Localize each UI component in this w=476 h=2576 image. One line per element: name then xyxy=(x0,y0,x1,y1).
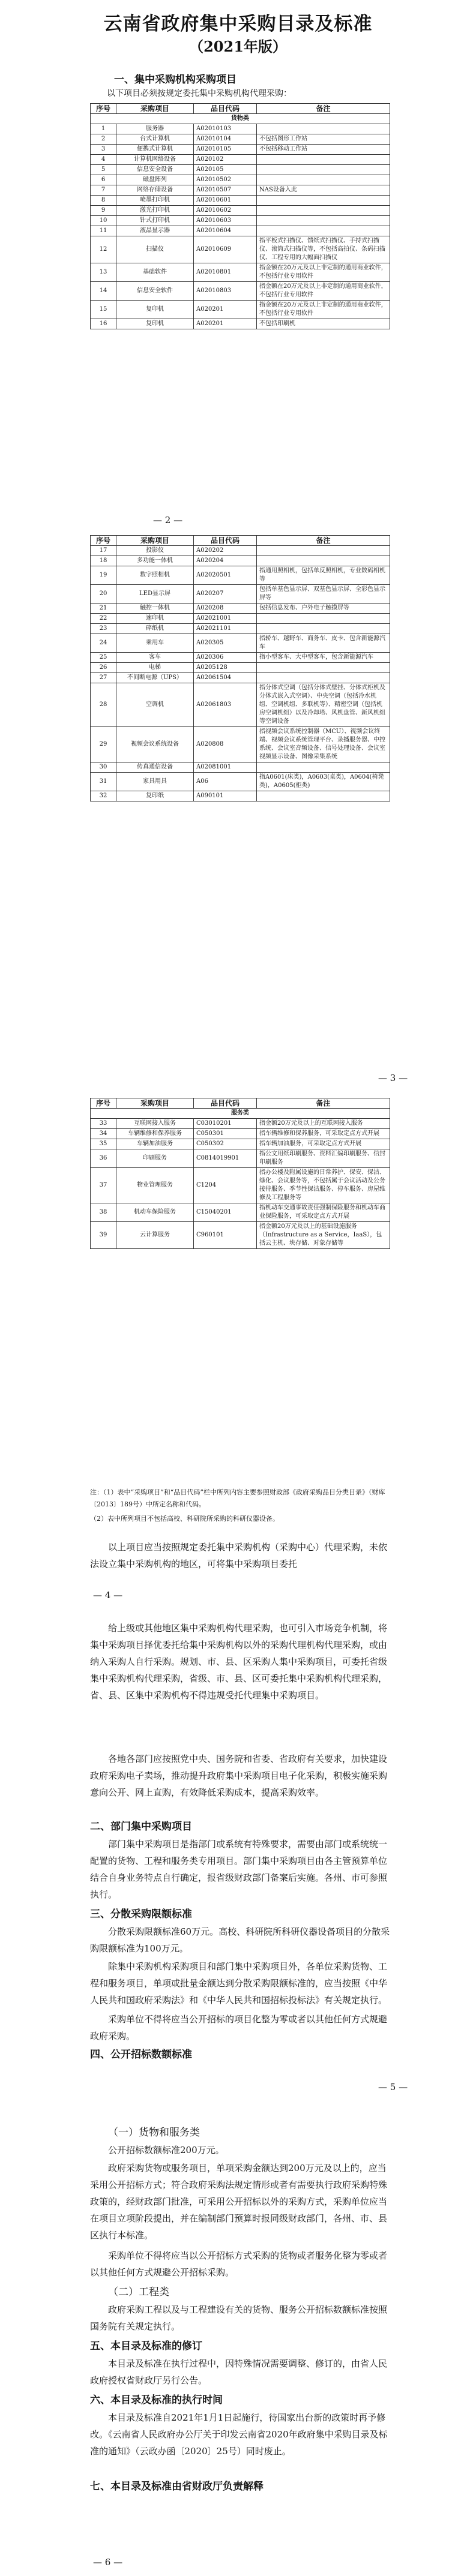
table-row xyxy=(91,566,390,585)
row-number: 19 xyxy=(91,566,116,585)
row-number: 33 xyxy=(91,1119,116,1129)
procurement-table-3 xyxy=(90,1098,390,1249)
table-row xyxy=(91,546,390,556)
paragraph-2: 给上级或其他地区集中采购机构代理采购，也可引入市场竞争机制，将集中采购项目择优委托给集中采购机构以外的采购代理机构代理采购，或由纳入采购人自行采购。规划、市、县、区采购人集中采购项目，可委托省级集中采购机构代理采购，省级、市、县、区可委托集中采购机构代理采购，省、县、区集中采购机构不得违规受托代理集中采购项目。 xyxy=(90,1623,388,1701)
row-item-name: 空调机 xyxy=(116,683,194,727)
row-item-code: A02061803 xyxy=(194,683,257,727)
table-row xyxy=(91,1222,390,1249)
row-item-name: 基础软件 xyxy=(116,263,194,282)
row-number: 10 xyxy=(91,216,116,226)
table-row xyxy=(91,301,390,319)
row-item-code: A02010801 xyxy=(194,263,257,282)
row-item-code: A020102 xyxy=(194,155,257,165)
paragraph-9: 政府采购货物或服务项目，单项采购金额达到200万元及以上的，应当采用公开招标方式；符合政府采购法规定情形或者有需要执行政府采购特殊政策的，经财政部门批准，可采用公开招标以外的采购方式，采购单位应当在项目立项阶段提出，并在编制部门预算时报同级财政部门，各州、市、县区执行本标准。 xyxy=(90,2163,388,2241)
table-row xyxy=(91,1119,390,1129)
row-item-code: A020204 xyxy=(194,556,257,566)
table-row xyxy=(91,1149,390,1168)
category-services: 服务类 xyxy=(91,1109,390,1119)
row-item-code: A06 xyxy=(194,773,257,791)
row-item-note xyxy=(257,155,390,165)
row-number: 9 xyxy=(91,206,116,216)
table-row xyxy=(91,634,390,653)
row-item-name: 复印纸 xyxy=(116,791,194,801)
table-row xyxy=(91,134,390,145)
paragraph-12: 本目录及标准在执行过程中，因特殊情况需要调整、修订的，由省人民政府授权省财政厅另行公告。 xyxy=(90,2358,388,2386)
table-row xyxy=(91,1203,390,1222)
row-item-note xyxy=(257,614,390,624)
col-code: 品目代码 xyxy=(194,1098,257,1109)
table-row xyxy=(91,683,390,727)
row-item-note: 指视频会议系统控制器（MCU）、视频会议终端、视频会议系统管理平台、录播服务器、中控系统、会议室音频设备、信号处理设备、会议室视频显示设备、图像采集系统 xyxy=(257,727,390,762)
row-item-note: 不包括图形工作站 xyxy=(257,134,390,145)
col-code: 品目代码 xyxy=(194,104,257,114)
row-item-name: 车辆加油服务 xyxy=(116,1139,194,1149)
row-item-name: 液晶显示器 xyxy=(116,226,194,236)
row-item-note xyxy=(257,206,390,216)
row-number: 31 xyxy=(91,773,116,791)
row-item-code: A02010604 xyxy=(194,226,257,236)
row-number: 29 xyxy=(91,727,116,762)
row-item-name: 激光打印机 xyxy=(116,206,194,216)
table-row xyxy=(91,185,390,196)
col-note: 备注 xyxy=(257,104,390,114)
row-item-code: A020105 xyxy=(194,165,257,175)
procurement-table-1 xyxy=(90,103,390,329)
table-row xyxy=(91,155,390,165)
row-item-note: NAS设备入此 xyxy=(257,185,390,196)
row-item-note xyxy=(257,663,390,673)
row-item-name: 印刷服务 xyxy=(116,1149,194,1168)
row-item-name: 云计算服务 xyxy=(116,1222,194,1249)
table-row xyxy=(91,1139,390,1149)
row-item-name: 视频会议系统设备 xyxy=(116,727,194,762)
col-name: 采购项目 xyxy=(116,104,194,114)
row-item-name: 家具用具 xyxy=(116,773,194,791)
row-item-code: A020201 xyxy=(194,301,257,319)
row-item-code: A02010103 xyxy=(194,124,257,134)
page-number-2: — 2 — xyxy=(153,515,183,526)
row-item-name: 便携式计算机 xyxy=(116,145,194,155)
row-number: 3 xyxy=(91,145,116,155)
col-name: 采购项目 xyxy=(116,536,194,546)
row-item-note xyxy=(257,216,390,226)
table-row xyxy=(91,145,390,155)
row-item-code: C0814019901 xyxy=(194,1149,257,1168)
row-item-note: 指轿车、越野车、商务车、皮卡、包含新能源汽车 xyxy=(257,634,390,653)
row-item-note: 指车辆加油服务，可采取定点方式开展 xyxy=(257,1139,390,1149)
row-item-code: A020808 xyxy=(194,727,257,762)
row-item-name: 多功能一体机 xyxy=(116,556,194,566)
row-number: 13 xyxy=(91,263,116,282)
row-number: 35 xyxy=(91,1139,116,1149)
row-item-name: 喷墨打印机 xyxy=(116,196,194,206)
row-item-name: 数字照相机 xyxy=(116,566,194,585)
row-item-note xyxy=(257,546,390,556)
row-number: 16 xyxy=(91,319,116,329)
row-item-code: A02020501 xyxy=(194,566,257,585)
row-item-name: 台式计算机 xyxy=(116,134,194,145)
row-number: 36 xyxy=(91,1149,116,1168)
page-number-3: — 3 — xyxy=(378,1073,408,1083)
row-number: 39 xyxy=(91,1222,116,1249)
row-item-name: 碎纸机 xyxy=(116,624,194,634)
row-item-code: A020305 xyxy=(194,634,257,653)
col-no: 序号 xyxy=(91,1098,116,1109)
row-item-code: C03010201 xyxy=(194,1119,257,1129)
document-title: 云南省政府集中采购目录及标准 xyxy=(103,13,373,35)
row-number: 38 xyxy=(91,1203,116,1222)
col-no: 序号 xyxy=(91,536,116,546)
row-item-note xyxy=(257,196,390,206)
row-number: 8 xyxy=(91,196,116,206)
section1-intro: 以下项目必须按规定委托集中采购机构代理采购： xyxy=(107,89,292,98)
table-row xyxy=(91,206,390,216)
row-item-code: A02010603 xyxy=(194,216,257,226)
row-number: 1 xyxy=(91,124,116,134)
table-row xyxy=(91,124,390,134)
col-code: 品目代码 xyxy=(194,536,257,546)
table-note-1: 注：（1）表中“采购项目”和“品目代码”栏中所列内容主要参照财政部《政府采购品目分类目录》（财库〔2013〕189号）中所定名称和代码。 xyxy=(90,1488,385,1508)
table-row xyxy=(91,1129,390,1139)
row-item-code: C050302 xyxy=(194,1139,257,1149)
row-item-name: 投影仪 xyxy=(116,546,194,556)
table-row xyxy=(91,673,390,683)
row-number: 32 xyxy=(91,791,116,801)
table-note-2: （2）表中所列项目不包括高校、科研院所采购的科研仪器设备。 xyxy=(90,1515,279,1523)
row-item-code: A0205128 xyxy=(194,663,257,673)
row-number: 2 xyxy=(91,134,116,145)
row-item-name: 机动车保险服务 xyxy=(116,1203,194,1222)
heading-public-tender-threshold: 四、公开招标数额标准 xyxy=(90,2049,192,2061)
row-number: 26 xyxy=(91,663,116,673)
row-item-name: 服务器 xyxy=(116,124,194,134)
row-item-name: 复印机 xyxy=(116,301,194,319)
row-item-code: C050301 xyxy=(194,1129,257,1139)
row-item-note: 指车辆维修和保养服务，可采取定点方式开展 xyxy=(257,1129,390,1139)
row-item-name: 信息安全设备 xyxy=(116,165,194,175)
row-item-name: 计算机网络设备 xyxy=(116,155,194,165)
row-item-code: A020207 xyxy=(194,585,257,604)
row-number: 34 xyxy=(91,1129,116,1139)
row-item-name: 扫描仪 xyxy=(116,236,194,263)
paragraph-8: 公开招标数额标准200万元。 xyxy=(108,2145,224,2155)
page-number-5: — 5 — xyxy=(378,2082,408,2092)
table-row xyxy=(91,604,390,614)
row-item-code: A02010507 xyxy=(194,185,257,196)
heading-engineering: （二）工程类 xyxy=(108,2286,169,2298)
col-no: 序号 xyxy=(91,104,116,114)
row-item-name: 磁盘阵列 xyxy=(116,175,194,185)
row-item-code: C960101 xyxy=(194,1222,257,1249)
row-item-note: 不包括移动工作站 xyxy=(257,145,390,155)
row-item-note: 指分体式空调（包括分体式壁挂、分体式柜机及分体式嵌入式空调）、中央空调（包括冷水机组、空调机组、多联机等）、精密空调（包括机房空调机组）以及冷却塔、风机盘管、新风机组等空调设备 xyxy=(257,683,390,727)
procurement-table-2 xyxy=(90,535,390,801)
row-item-code: A020306 xyxy=(194,653,257,663)
row-item-note: 指A0601(床类)，A0603(桌类)，A0604(椅凳类)，A0605(柜类) xyxy=(257,773,390,791)
row-item-note: 指金额在20万元及以上非定制的通用商业软件，不包括行业专用软件 xyxy=(257,282,390,301)
row-item-code: A02010104 xyxy=(194,134,257,145)
row-number: 27 xyxy=(91,673,116,683)
table-row xyxy=(91,791,390,801)
row-item-note xyxy=(257,791,390,801)
row-item-code: A020201 xyxy=(194,319,257,329)
table-row xyxy=(91,1168,390,1203)
row-item-name: 不间断电源（UPS） xyxy=(116,673,194,683)
row-number: 5 xyxy=(91,165,116,175)
table-row xyxy=(91,263,390,282)
row-item-code: A020208 xyxy=(194,604,257,614)
table-row xyxy=(91,165,390,175)
row-item-code: A02010602 xyxy=(194,206,257,216)
table-row xyxy=(91,614,390,624)
row-item-note xyxy=(257,624,390,634)
row-item-note: 包括单基色显示屏、双基色显示屏、全彩色显示屏等 xyxy=(257,585,390,604)
row-item-code: A02010105 xyxy=(194,145,257,155)
row-item-name: 信息安全软件 xyxy=(116,282,194,301)
table-row xyxy=(91,663,390,673)
table-row xyxy=(91,282,390,301)
row-item-note xyxy=(257,165,390,175)
row-number: 4 xyxy=(91,155,116,165)
row-item-name: 触控一体机 xyxy=(116,604,194,614)
row-item-note: 指金额在20万元及以上非定制的通用商业软件，不包括行业专用软件 xyxy=(257,263,390,282)
heading-goods-services: （一）货物和服务类 xyxy=(108,2127,200,2139)
paragraph-11: 政府采购工程以及与工程建设有关的货物、服务公开招标数额标准按照国务院有关规定执行。 xyxy=(90,2304,388,2332)
row-item-code: A090101 xyxy=(194,791,257,801)
heading-interpretation: 七、本目录及标准由省财政厅负责解释 xyxy=(90,2481,264,2493)
row-item-note: 指机动车交通事故责任强制保险服务和机动车商业保险服务，可采取定点方式开展 xyxy=(257,1203,390,1222)
row-item-name: 复印机 xyxy=(116,319,194,329)
table-row xyxy=(91,226,390,236)
row-item-code: A02021001 xyxy=(194,614,257,624)
table-row xyxy=(91,653,390,663)
row-item-code: A02010601 xyxy=(194,196,257,206)
paragraph-1: 以上项目应当按照规定委托集中采购机构（采购中心）代理采购，未依法设立集中采购机构的地区，可将集中采购项目委托 xyxy=(90,1542,388,1569)
row-item-code: A02010609 xyxy=(194,236,257,263)
paragraph-3: 各地各部门应按照党中央、国务院和省委、省政府有关要求，加快建设政府采购电子卖场，推动提升政府集中采购项目电子化采购，积极实施采购意向公开、网上直购，有效降低采购成本，提高采购效率。 xyxy=(90,1754,388,1798)
row-number: 6 xyxy=(91,175,116,185)
row-item-name: 电梯 xyxy=(116,663,194,673)
row-item-note: 包括信息发布、户外电子触摸屏等 xyxy=(257,604,390,614)
row-item-name: 互联网接入服务 xyxy=(116,1119,194,1129)
page-number-6: — 6 — xyxy=(93,2557,123,2568)
row-number: 18 xyxy=(91,556,116,566)
row-item-code: A02021101 xyxy=(194,624,257,634)
col-note: 备注 xyxy=(257,1098,390,1109)
row-number: 21 xyxy=(91,604,116,614)
table-row xyxy=(91,236,390,263)
row-item-note: 指办公楼及附属设施的日常养护、保安、保洁、绿化、会议服务等，不包括属于会议活动及公务接待服务、季节性保洁服务、停车服务、房屋维修及工程服务等 xyxy=(257,1168,390,1203)
row-item-name: 物业管理服务 xyxy=(116,1168,194,1203)
col-name: 采购项目 xyxy=(116,1098,194,1109)
table-row xyxy=(91,727,390,762)
table-row xyxy=(91,624,390,634)
row-number: 30 xyxy=(91,762,116,773)
row-item-code: C15040201 xyxy=(194,1203,257,1222)
row-item-name: 车辆维修和保养服务 xyxy=(116,1129,194,1139)
row-item-code: C1204 xyxy=(194,1168,257,1203)
row-number: 7 xyxy=(91,185,116,196)
row-item-note xyxy=(257,124,390,134)
row-item-code: A02061504 xyxy=(194,673,257,683)
paragraph-7: 采购单位不得将应当公开招标的项目化整为零或者以其他任何方式规避政府采购。 xyxy=(90,2014,388,2041)
table-row xyxy=(91,216,390,226)
row-item-note xyxy=(257,673,390,683)
row-item-code: A02081001 xyxy=(194,762,257,773)
row-number: 17 xyxy=(91,546,116,556)
paragraph-5: 分散采购限额标准60万元。高校、科研院所科研仪器设备项目的分散采购限额标准为100万元。 xyxy=(90,1926,390,1954)
row-item-name: 网络存储设备 xyxy=(116,185,194,196)
table-row xyxy=(91,773,390,791)
table-row xyxy=(91,556,390,566)
table-row xyxy=(91,585,390,604)
heading-effective-date: 六、本目录及标准的执行时间 xyxy=(90,2394,223,2406)
row-item-name: 针式打印机 xyxy=(116,216,194,226)
document-subtitle: （2021年版） xyxy=(189,38,287,55)
paragraph-6: 除集中采购机构采购项目和部门集中采购项目外，各单位采购货物、工程和服务项目，单项或批量金额达到分散采购限额标准的，应当按照《中华人民共和国政府采购法》和《中华人民共和国招标投标法》有关规定执行。 xyxy=(90,1961,388,2005)
row-item-note: 指平板式扫描仪、馈纸式扫描仪、手持式扫描仪、滚筒式扫描仪等，不包括高拍仪、条码扫描仪、工程专用的大幅面扫描仪 xyxy=(257,236,390,263)
row-number: 37 xyxy=(91,1168,116,1203)
row-item-note: 指通用照相机，包括单反照相机，专业数码相机等 xyxy=(257,566,390,585)
table-row xyxy=(91,762,390,773)
row-number: 28 xyxy=(91,683,116,727)
row-item-name: LED显示屏 xyxy=(116,585,194,604)
row-number: 24 xyxy=(91,634,116,653)
row-number: 25 xyxy=(91,653,116,663)
row-item-note: 不包括印刷机 xyxy=(257,319,390,329)
row-item-note xyxy=(257,226,390,236)
paragraph-13: 本目录及标准自2021年1月1日起施行，待国家出台新的政策时再予修改。《云南省人民政府办公厅关于印发云南省2020年政府集中采购目录及标准的通知》（云政办函〔2020〕25号）同时废止。 xyxy=(90,2412,388,2457)
section1-heading: 一、集中采购机构采购项目 xyxy=(114,74,236,86)
row-item-note: 指小型客车、大中型客车，包含新能源汽车 xyxy=(257,653,390,663)
paragraph-4: 部门集中采购项目是指部门或系统有特殊要求，需要由部门或系统统一配置的货物、工程和服务类专用项目。部门集中采购项目由各主管预算单位结合自身业务特点自行确定，报省级财政部门备案后实施。各州、市可参照执行。 xyxy=(90,1839,388,1900)
category-goods: 货物类 xyxy=(91,114,390,124)
row-number: 15 xyxy=(91,301,116,319)
heading-decentralized-threshold: 三、分散采购限额标准 xyxy=(90,1908,192,1920)
row-item-code: A020202 xyxy=(194,546,257,556)
row-item-note xyxy=(257,762,390,773)
row-number: 14 xyxy=(91,282,116,301)
row-item-note: 指金额在20万元及以上非定制的通用商业软件，不包括行业专用软件 xyxy=(257,301,390,319)
row-item-name: 速印机 xyxy=(116,614,194,624)
row-item-note: 指公文用纸印刷服务、资料汇编印刷服务、信封印刷服务 xyxy=(257,1149,390,1168)
row-item-name: 传真通信设备 xyxy=(116,762,194,773)
row-number: 22 xyxy=(91,614,116,624)
page-number-4: — 4 — xyxy=(93,1590,123,1601)
row-item-note xyxy=(257,175,390,185)
row-number: 12 xyxy=(91,236,116,263)
col-note: 备注 xyxy=(257,536,390,546)
table-row xyxy=(91,319,390,329)
table-row xyxy=(91,196,390,206)
row-item-note: 指金额20万元及以上的基础设施服务（Infrastructure as a Service，IaaS），包括云主机、块存储、对象存储等 xyxy=(257,1222,390,1249)
row-item-name: 客车 xyxy=(116,653,194,663)
row-number: 20 xyxy=(91,585,116,604)
row-item-note xyxy=(257,556,390,566)
heading-dept-procurement: 二、部门集中采购项目 xyxy=(90,1821,192,1833)
row-item-code: A02010502 xyxy=(194,175,257,185)
row-item-code: A02010803 xyxy=(194,282,257,301)
table-row xyxy=(91,175,390,185)
row-number: 11 xyxy=(91,226,116,236)
row-item-note: 指金额20万元及以上的互联网接入服务 xyxy=(257,1119,390,1129)
row-item-name: 乘用车 xyxy=(116,634,194,653)
paragraph-10: 采购单位不得将应当以公开招标方式采购的货物或者服务化整为零或者以其他任何方式规避公开招标采购。 xyxy=(90,2250,388,2278)
heading-revision: 五、本目录及标准的修订 xyxy=(90,2340,202,2352)
row-number: 23 xyxy=(91,624,116,634)
